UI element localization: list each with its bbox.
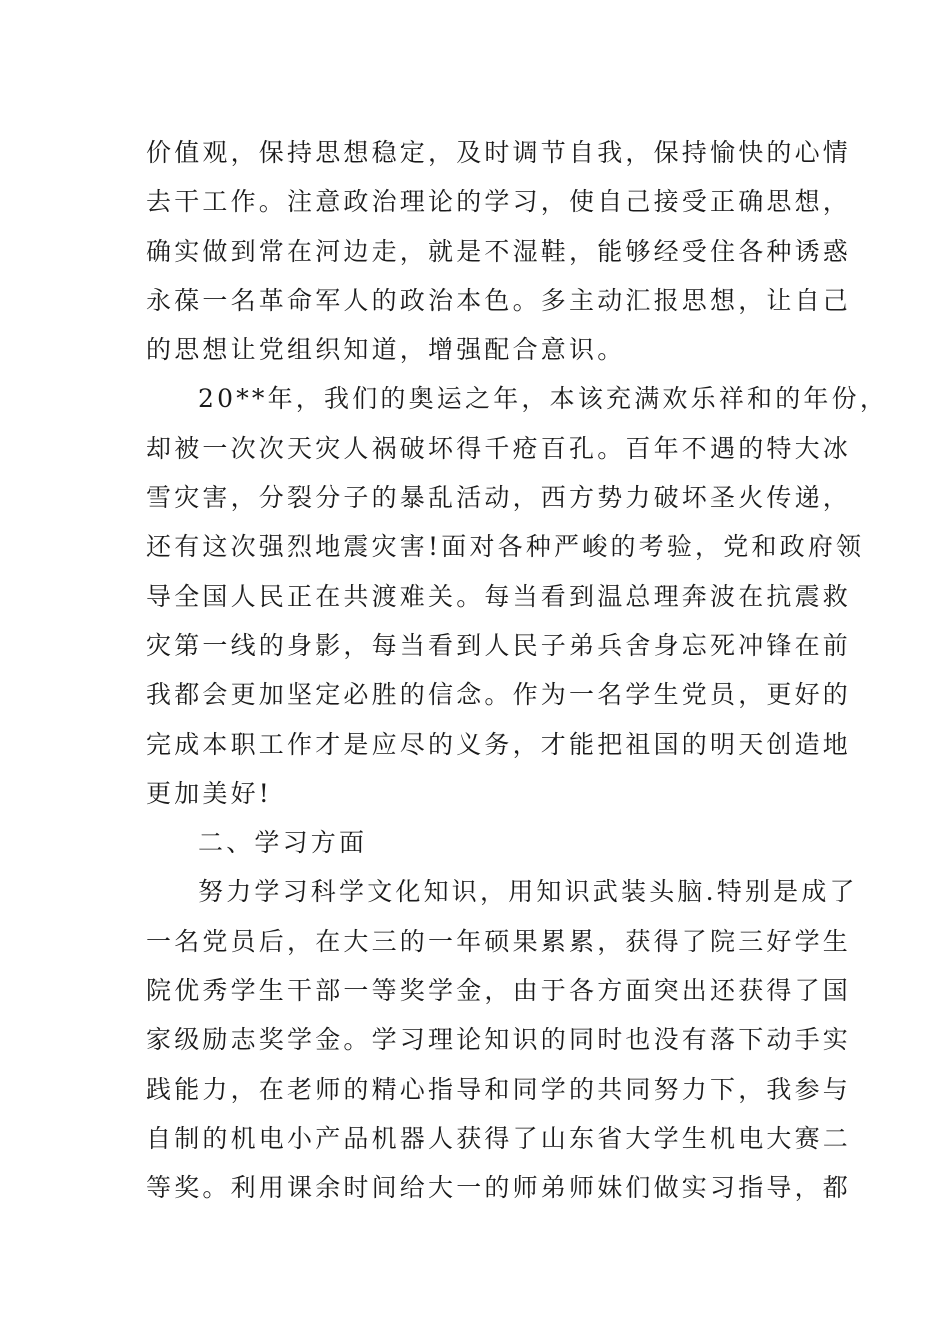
section-heading: 二、学习方面 [198,828,368,858]
paragraph-start-line: 20**年，我们的奥运之年，本该充满欢乐祥和的年份， [198,384,889,414]
text-line: 践能力，在老师的精心指导和同学的共同努力下，我参与 [146,1074,852,1104]
text-line: 自制的机电小产品机器人获得了山东省大学生机电大赛二 [146,1123,852,1153]
text-line: 还有这次强烈地震灾害!面对各种严峻的考验，党和政府领 [146,532,865,562]
text-line: 灾第一线的身影，每当看到人民子弟兵舍身忘死冲锋在前 [146,630,852,660]
text-line: 更加美好! [146,778,273,808]
text-line: 完成本职工作才是应尽的义务，才能把祖国的明天创造地 [146,729,852,759]
text-line: 去干工作。注意政治理论的学习，使自己接受正确思想， [146,187,852,217]
text-line: 家级励志奖学金。学习理论知识的同时也没有落下动手实 [146,1025,852,1055]
text-line: 院优秀学生干部一等奖学金，由于各方面突出还获得了国 [146,976,852,1006]
paragraph-start-line: 努力学习科学文化知识，用知识武装头脑.特别是成了 [198,877,858,907]
document-body [146,128,889,1213]
text-line: 雪灾害，分裂分子的暴乱活动，西方势力破坏圣火传递， [146,483,852,513]
text-line: 一名党员后，在大三的一年硕果累累，获得了院三好学生 [146,926,852,956]
text-line: 永葆一名革命军人的政治本色。多主动汇报思想，让自己 [146,285,852,315]
text-line: 我都会更加坚定必胜的信念。作为一名学生党员，更好的 [146,680,852,710]
text-line: 却被一次次天灾人祸破坏得千疮百孔。百年不遇的特大冰 [146,433,852,463]
text-line: 确实做到常在河边走，就是不湿鞋，能够经受住各种诱惑 [146,236,852,266]
text-line: 的思想让党组织知道，增强配合意识。 [146,335,626,365]
text-line: 价值观，保持思想稳定，及时调节自我，保持愉快的心情 [146,138,852,167]
text-line: 导全国人民正在共渡难关。每当看到温总理奔波在抗震救 [146,581,852,611]
text-line: 等奖。利用课余时间给大一的师弟师妹们做实习指导，都 [146,1173,852,1203]
